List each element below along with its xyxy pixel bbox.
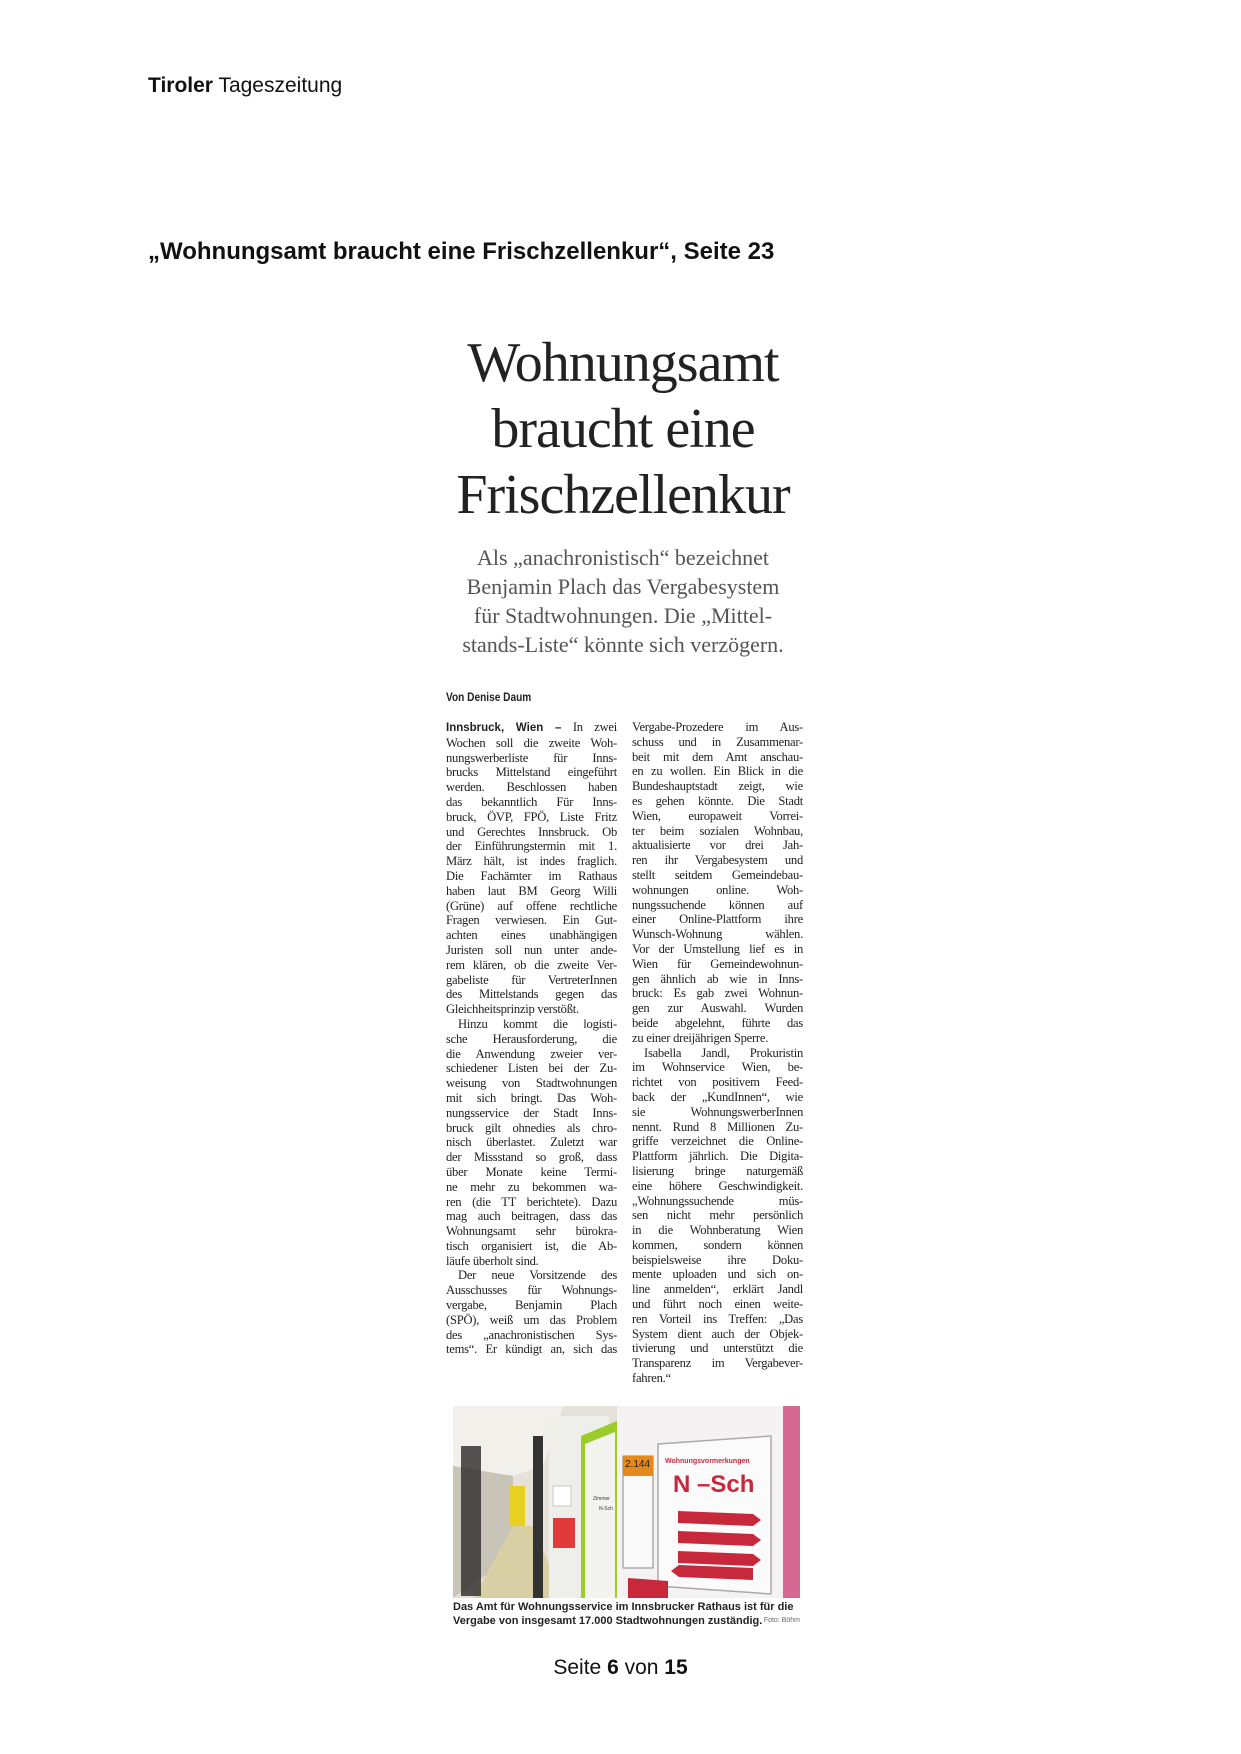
article-text-line: tivierung und unterstützt die — [632, 1341, 803, 1356]
article-text-line: schiedener Listen bei der Zu- — [446, 1061, 617, 1076]
article-text-line: mit sich bringt. Das Woh- — [446, 1090, 617, 1105]
article-text-line: (Grüne) auf offene rechtliche — [446, 898, 617, 913]
article-text-line: das bekanntlich Für Inns- — [446, 794, 617, 809]
article-text-line: zu einer dreijährigen Sperre. — [632, 1030, 769, 1045]
article-text-line: sen nicht mehr persönlich — [632, 1208, 803, 1223]
article-text-line: Plattform jährlich. Die Digita- — [632, 1149, 803, 1164]
article-text-line: Der neue Vorsitzende des — [458, 1268, 617, 1283]
article-text-line: der Missstand so groß, dass — [446, 1150, 617, 1165]
article-text-line: en zu wollen. Ein Blick in die — [632, 764, 803, 779]
article-text-line: Fragen verwiesen. Ein Gut- — [446, 913, 617, 928]
sign-range: N –Sch — [673, 1471, 755, 1498]
article-text-line: eine höhere Geschwindigkeit. — [632, 1178, 803, 1193]
door-label: N-Sch — [599, 1506, 613, 1512]
article-text-line: Gleichheitsprinzip verstößt. — [446, 1002, 579, 1017]
article-text-line: ter beim sozialen Wohnbau, — [632, 823, 803, 838]
article-text-line: Juristen soll nun unter ande- — [446, 942, 617, 957]
article-text-line: in die Wohnberatung Wien — [632, 1223, 803, 1238]
article-text-line: Wochen soll die zweite Woh- — [446, 735, 617, 750]
article-text-line: der Einführungstermin mit 1. — [446, 839, 617, 854]
article-text-line: die Anwendung zweier ver- — [446, 1046, 617, 1061]
article-text-line: Hinzu kommt die logisti- — [458, 1016, 617, 1031]
article-text-line: des Mittelstands gegen das — [446, 987, 617, 1002]
article-text-line: nungssuchende können auf — [632, 897, 803, 912]
article-text-line: richtet von positivem Feed- — [632, 1075, 803, 1090]
article-text-line: griffe verzeichnet die Online- — [632, 1134, 803, 1149]
article-byline: Von Denise Daum — [446, 692, 532, 704]
page-footer — [0, 1656, 1241, 1680]
article-text-line: Transparenz im Vergabever- — [632, 1356, 803, 1371]
article-text-line: gen zur Auswahl. Wurden — [632, 1001, 803, 1016]
article-text-line: mente uploaden und sich on- — [632, 1267, 803, 1282]
article-headline — [380, 330, 866, 528]
publication-name-regular: Tageszeitung — [218, 74, 343, 97]
article-text-line: ne mehr zu bekommen wa- — [446, 1179, 617, 1194]
article-text-line: haben laut BM Georg Willi — [446, 883, 617, 898]
article-dateline: Innsbruck, Wien – — [446, 722, 562, 734]
article-text-line: Wunsch-Wohnung wählen. — [632, 927, 803, 942]
photo-credit: Foto: Böhm — [763, 1617, 800, 1624]
article-text-line: vergabe, Benjamin Plach — [446, 1298, 617, 1313]
article-text-line: aktualisierte vor drei Jah- — [632, 838, 803, 853]
article-text-line: einer Online-Plattform ihre — [632, 912, 803, 927]
article-column-1 — [446, 720, 617, 1357]
article-text-line: beide abgelehnt, führte das — [632, 1015, 803, 1030]
article-text-line: ren Vorteil ins Treffen: „Das — [632, 1311, 803, 1326]
article-text-line: „Wohnungssuchende müs- — [632, 1193, 803, 1208]
article-text-line: bruck: Es gab zwei Wohnun- — [632, 986, 803, 1001]
article-text-line: Isabella Jandl, Prokuristin — [644, 1045, 803, 1060]
article-text-line: des „anachronistischen Sys- — [446, 1327, 617, 1342]
article-text-line: beit mit dem Amt anschau- — [632, 749, 803, 764]
article-text-line: achten eines unabhängigen — [446, 928, 617, 943]
article-text-line: stellt seitdem Gemeindebau- — [632, 867, 803, 882]
door-label: Zimmer — [593, 1496, 610, 1502]
article-text-line: System dient auch der Objek- — [632, 1326, 803, 1341]
article-text-line: im Wohnservice Wien, be- — [632, 1060, 803, 1075]
article-text-line: es gehen könnte. Die Stadt — [632, 793, 803, 808]
article-text-line: Vor der Umstellung lief es in — [632, 941, 803, 956]
article-text-line: gabeliste für VertreterInnen — [446, 972, 617, 987]
article-text-line: nennt. Rund 8 Millionen Zu- — [632, 1119, 803, 1134]
article-text-line: bruck, ÖVP, FPÖ, Liste Fritz — [446, 809, 617, 824]
article-column-2 — [632, 720, 803, 1386]
article-text-line: (SPÖ), weiß um das Problem — [446, 1312, 617, 1327]
office-corridor-photo — [453, 1406, 800, 1598]
publication-name — [148, 74, 342, 98]
article-text-line: werden. Beschlossen haben — [446, 780, 617, 795]
article-text-line: nisch überlastet. Zuletzt war — [446, 1135, 617, 1150]
footer-prefix: Seite — [553, 1656, 602, 1679]
article-text-line: nungsservice der Stadt Inns- — [446, 1105, 617, 1120]
article-text-line: lisierung bringe naturgemäß — [632, 1163, 803, 1178]
article-text-line: kommen, sondern können — [632, 1237, 803, 1252]
article-text-line: fahren.“ — [632, 1371, 671, 1386]
article-text-line: Bundeshauptstadt zeigt, wie — [632, 779, 803, 794]
room-number-sign: 2.144 — [625, 1459, 651, 1470]
article-text-line: Die Fachämter im Rathaus — [446, 868, 617, 883]
article-text-line: Vergabe-Prozedere im Aus- — [632, 720, 803, 734]
article-text-line: back der „KundInnen“, wie — [632, 1089, 803, 1104]
article-text-line: gen ähnlich ab wie in Inns- — [632, 971, 803, 986]
subhead-line: für Stadtwohnungen. Die „Mittel- — [473, 603, 773, 628]
photo-caption-block — [453, 1600, 800, 1628]
article-text-line: ren ihr Vergabesystem und — [632, 853, 803, 868]
article-text-line: ren (die TT berichtete). Dazu — [446, 1194, 617, 1209]
publication-name-bold: Tiroler — [148, 74, 213, 97]
article-text-line: über Monate keine Termi- — [446, 1164, 617, 1179]
headline-line: braucht eine — [491, 398, 755, 460]
subhead-line: stands-Liste“ könnte sich verzögern. — [462, 632, 784, 657]
footer-middle: von — [624, 1656, 659, 1679]
article-text-line: sie WohnungswerberInnen — [632, 1104, 803, 1119]
article-text-line: bruck gilt ohnedies als chro- — [446, 1120, 617, 1135]
article-text-line: mag auch beitragen, dass das — [446, 1209, 617, 1224]
article-text-line: Wien, europaweit Vorrei- — [632, 808, 803, 823]
article-text-line: nungswerberliste für Inns- — [446, 750, 617, 765]
headline-line: Frischzellenkur — [456, 464, 790, 526]
article-text-line: Ausschusses für Wohnungs- — [446, 1283, 617, 1298]
headline-line: Wohnungsamt — [467, 332, 779, 394]
article-text-line: sche Herausforderung, die — [446, 1031, 617, 1046]
article-text-line: läufe überholt sind. — [446, 1253, 539, 1268]
subhead-line: Benjamin Plach das Vergabesystem — [466, 574, 780, 599]
total-page-count: 15 — [664, 1656, 688, 1679]
article-text-line: Wien für Gemeindewohnun- — [632, 956, 803, 971]
article-text-line: brucks Mittelstand eingeführt — [446, 765, 617, 780]
article-subhead — [400, 543, 846, 659]
article-text-line: weisung von Stadtwohnungen — [446, 1076, 617, 1091]
article-photo — [453, 1406, 800, 1598]
article-text-line: tems“. Er kündigt an, sich das — [446, 1342, 617, 1357]
sign-title: Wohnungsvormerkungen — [665, 1458, 750, 1465]
article-text-line — [446, 720, 617, 736]
article-text-line: tisch organisiert ist, die Ab- — [446, 1238, 617, 1253]
article-text: In zwei — [572, 720, 618, 734]
article-text-line: schuss und in Zusammenar- — [632, 734, 803, 749]
current-page-number: 6 — [607, 1656, 619, 1679]
photo-caption: Das Amt für Wohnungsservice im Innsbrucker Rathaus ist für die Vergabe von insgesamt 17.000 Stadtwohnungen zuständig. — [453, 1601, 794, 1627]
article-text-line: wohnungen online. Woh- — [632, 882, 803, 897]
article-text-line: und Gerechtes Innsbruck. Ob — [446, 824, 617, 839]
document-title: „Wohnungsamt braucht eine Frischzellenkur“, Seite 23 — [148, 238, 775, 265]
article-text-line: März hält, ist indes fraglich. — [446, 854, 617, 869]
subhead-line: Als „anachronistisch“ bezeichnet — [477, 545, 769, 570]
article-text-line: rem klären, ob die zweite Ver- — [446, 957, 617, 972]
article-text-line: beispielsweise ihre Doku- — [632, 1252, 803, 1267]
article-text-line: und führt noch einen weite- — [632, 1297, 803, 1312]
article-text-line: Wohnungsamt sehr bürokra- — [446, 1224, 617, 1239]
article-text-line: line anmelden“, erklärt Jandl — [632, 1282, 803, 1297]
